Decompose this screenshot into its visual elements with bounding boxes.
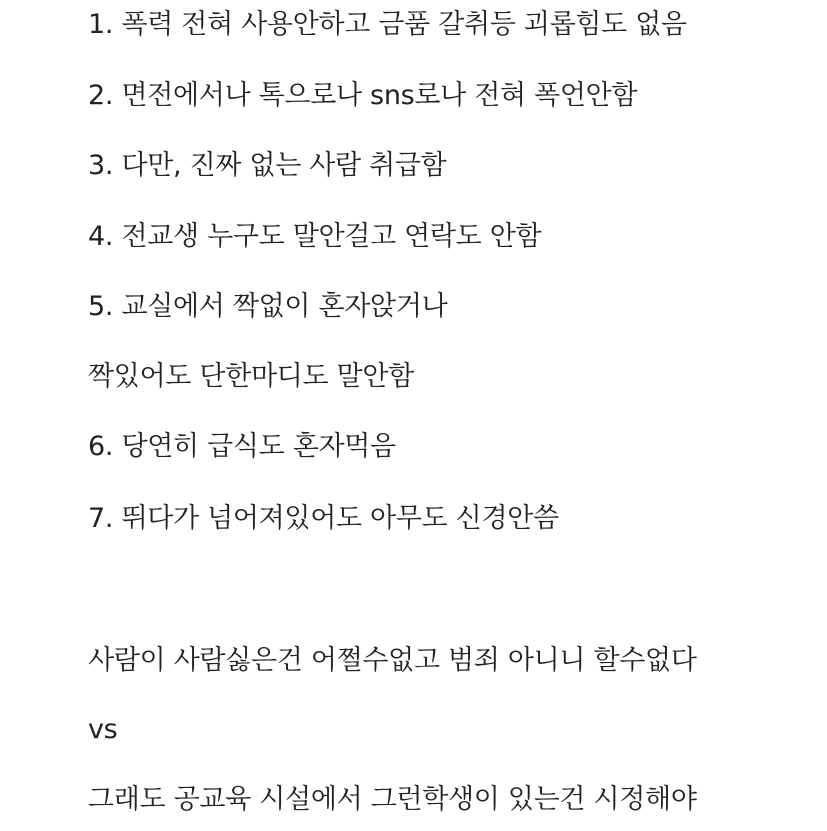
statement-b: 그래도 공교육 시설에서 그런학생이 있는건 시정해야	[88, 784, 697, 815]
list-item-4: 4. 전교생 누구도 말안걸고 연락도 안함	[88, 221, 542, 252]
list-item-5-continued: 짝있어도 단한마디도 말안함	[88, 361, 414, 392]
statement-a: 사람이 사람싫은건 어쩔수없고 범죄 아니니 할수없다	[88, 645, 697, 676]
list-item-2: 2. 면전에서나 톡으로나 sns로나 전혀 폭언안함	[88, 80, 638, 111]
list-item-1: 1. 폭력 전혀 사용안하고 금품 갈취등 괴롭힘도 없음	[88, 9, 687, 40]
versus-label: vs	[88, 714, 118, 745]
list-item-7: 7. 뛰다가 넘어져있어도 아무도 신경안씀	[88, 503, 559, 534]
list-item-3: 3. 다만, 진짜 없는 사람 취급함	[88, 150, 447, 181]
list-item-5: 5. 교실에서 짝없이 혼자앉거나	[88, 291, 448, 322]
list-item-6: 6. 당연히 급식도 혼자먹음	[88, 431, 396, 462]
